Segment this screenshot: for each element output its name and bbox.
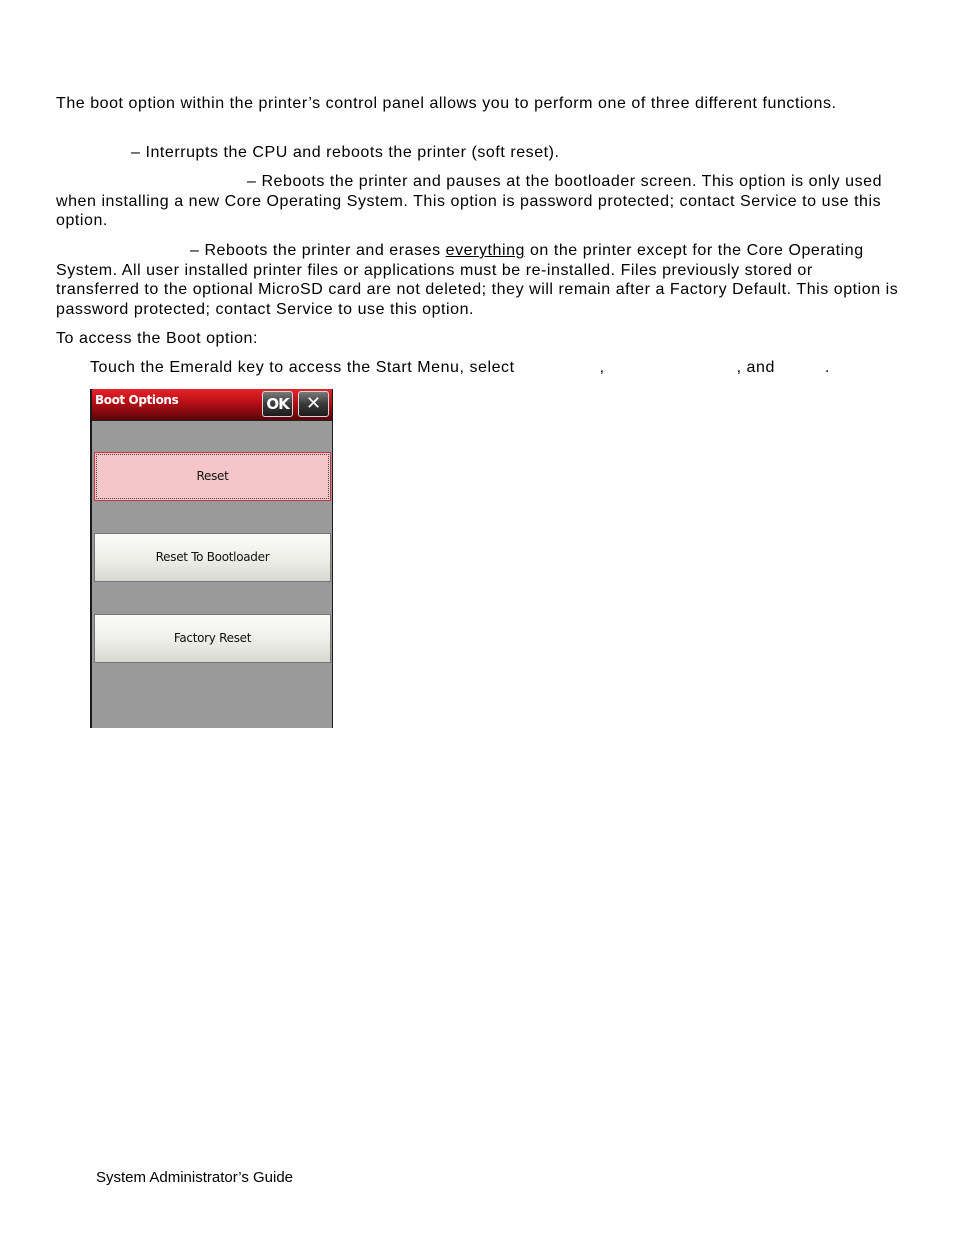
factory-reset-description-rest: Operating System. All user installed printer files or applications must be re-installed. Files previously stored or transferred to the optional MicroSD card are not deleted; they will remain after a Factory Default. This option is password protected; contact Service to use this option. (56, 242, 899, 318)
factory-reset-button[interactable]: Factory Reset (94, 614, 331, 663)
emphasis-everything: everything (445, 242, 525, 259)
access-step (90, 358, 920, 378)
dialog-titlebar (92, 389, 332, 421)
intro-paragraph: The boot option within the printer’s control panel allows you to perform one of three different functions. (56, 95, 837, 112)
bootloader-description (56, 172, 901, 231)
factory-reset-description (56, 241, 901, 319)
bootloader-description-rest: only used when installing a new Core Operating System. This option is password protected; contact Service to use this option. (56, 173, 883, 230)
bootloader-description-line1: – Reboots the printer and pauses at the bootloader screen. This option is (247, 173, 804, 190)
access-step-sep1: , (599, 359, 605, 376)
reset-description-text: – Interrupts the CPU and reboots the printer (soft reset). (131, 144, 560, 161)
reset-description (56, 143, 901, 163)
reset-to-bootloader-button[interactable]: Reset To Bootloader (94, 533, 331, 582)
ok-button[interactable]: OK (262, 391, 293, 417)
close-icon[interactable]: ✕ (298, 391, 329, 417)
factory-reset-description-post: on the printer except for the Core (529, 242, 784, 259)
boot-options-dialog (90, 389, 333, 728)
access-heading: To access the Boot option: (56, 330, 258, 347)
page-footer: System Administrator’s Guide (96, 1169, 294, 1186)
access-step-text: Touch the Emerald key to access the Start Menu, select (90, 359, 515, 376)
factory-reset-description-pre: – Reboots the printer and erases (190, 242, 441, 259)
dialog-title: Boot Options (95, 393, 179, 407)
access-step-sep2: , and (736, 359, 775, 376)
reset-button[interactable]: Reset (94, 452, 331, 501)
access-step-end: . (824, 359, 830, 376)
